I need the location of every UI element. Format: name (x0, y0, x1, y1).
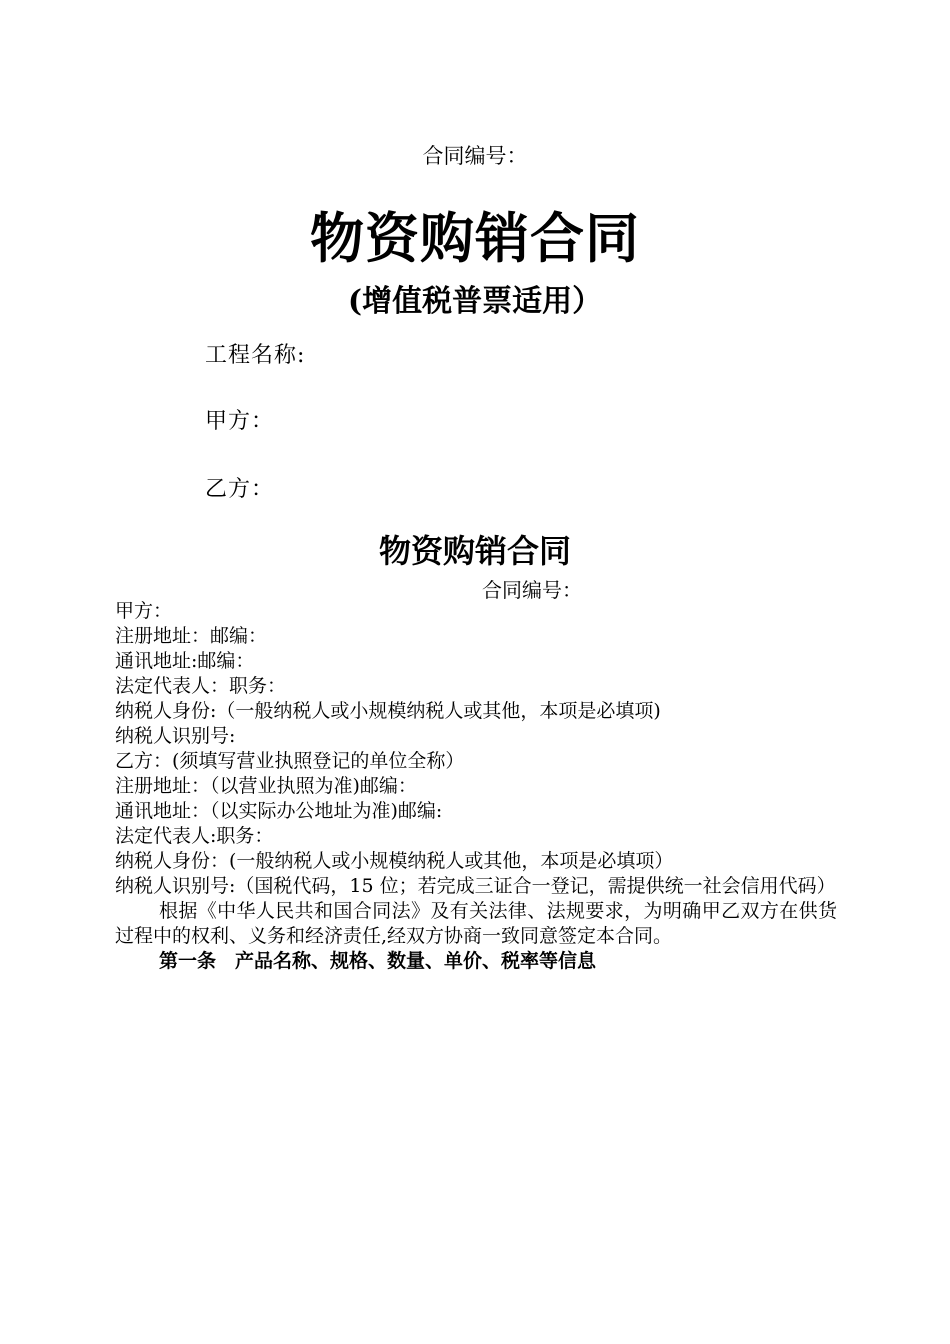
article-1-title: 第一条 产品名称、规格、数量、单价、税率等信息 (159, 950, 597, 972)
party-b-taxpayer-identity: 纳税人身份：(一般纳税人或小规模纳税人或其他，本项是必填项） (115, 850, 674, 872)
cover-project-name-field: 工程名称: (205, 343, 306, 368)
cover-subtitle: (增值税普票适用） (347, 284, 603, 319)
cover-party-b-field: 乙方： (205, 477, 275, 502)
party-b-legal-representative: 法定代表人:职务： (115, 825, 274, 847)
party-a-legal-representative: 法定代表人：职务： (115, 675, 287, 697)
party-a-label: 甲方： (115, 600, 173, 622)
cover-title: 物资购销合同 (310, 206, 640, 270)
party-a-taxpayer-identity: 纳税人身份:（一般纳税人或小规模纳税人或其他，本项是必填项) (115, 700, 661, 722)
contract-body (115, 599, 837, 974)
contract-number-label: 合同编号： (482, 578, 582, 602)
cover-contract-number-label: 合同编号： (422, 144, 528, 168)
cover-party-a-field: 甲方： (205, 409, 275, 434)
party-a-mailing-address: 通讯地址:邮编： (115, 650, 255, 672)
party-a-registered-address: 注册地址：邮编： (115, 625, 268, 647)
party-b-label: 乙方：(须填写营业执照登记的单位全称） (115, 750, 465, 772)
contract-preamble: 根据《中华人民共和国合同法》及有关法律、法规要求，为明确甲乙双方在供货过程中的权利、义务和经济责任,经双方协商一致同意签定本合同。 (115, 900, 837, 947)
contract-title: 物资购销合同 (378, 532, 571, 570)
party-b-registered-address: 注册地址：（以营业执照为准)邮编： (115, 775, 417, 797)
party-b-taxpayer-id-number: 纳税人识别号:（国税代码，15 位；若完成三证合一登记，需提供统一社会信用代码） (115, 875, 836, 897)
party-a-taxpayer-id-number: 纳税人识别号: (115, 725, 236, 747)
party-b-mailing-address: 通讯地址：（以实际办公地址为准)邮编: (115, 800, 443, 822)
